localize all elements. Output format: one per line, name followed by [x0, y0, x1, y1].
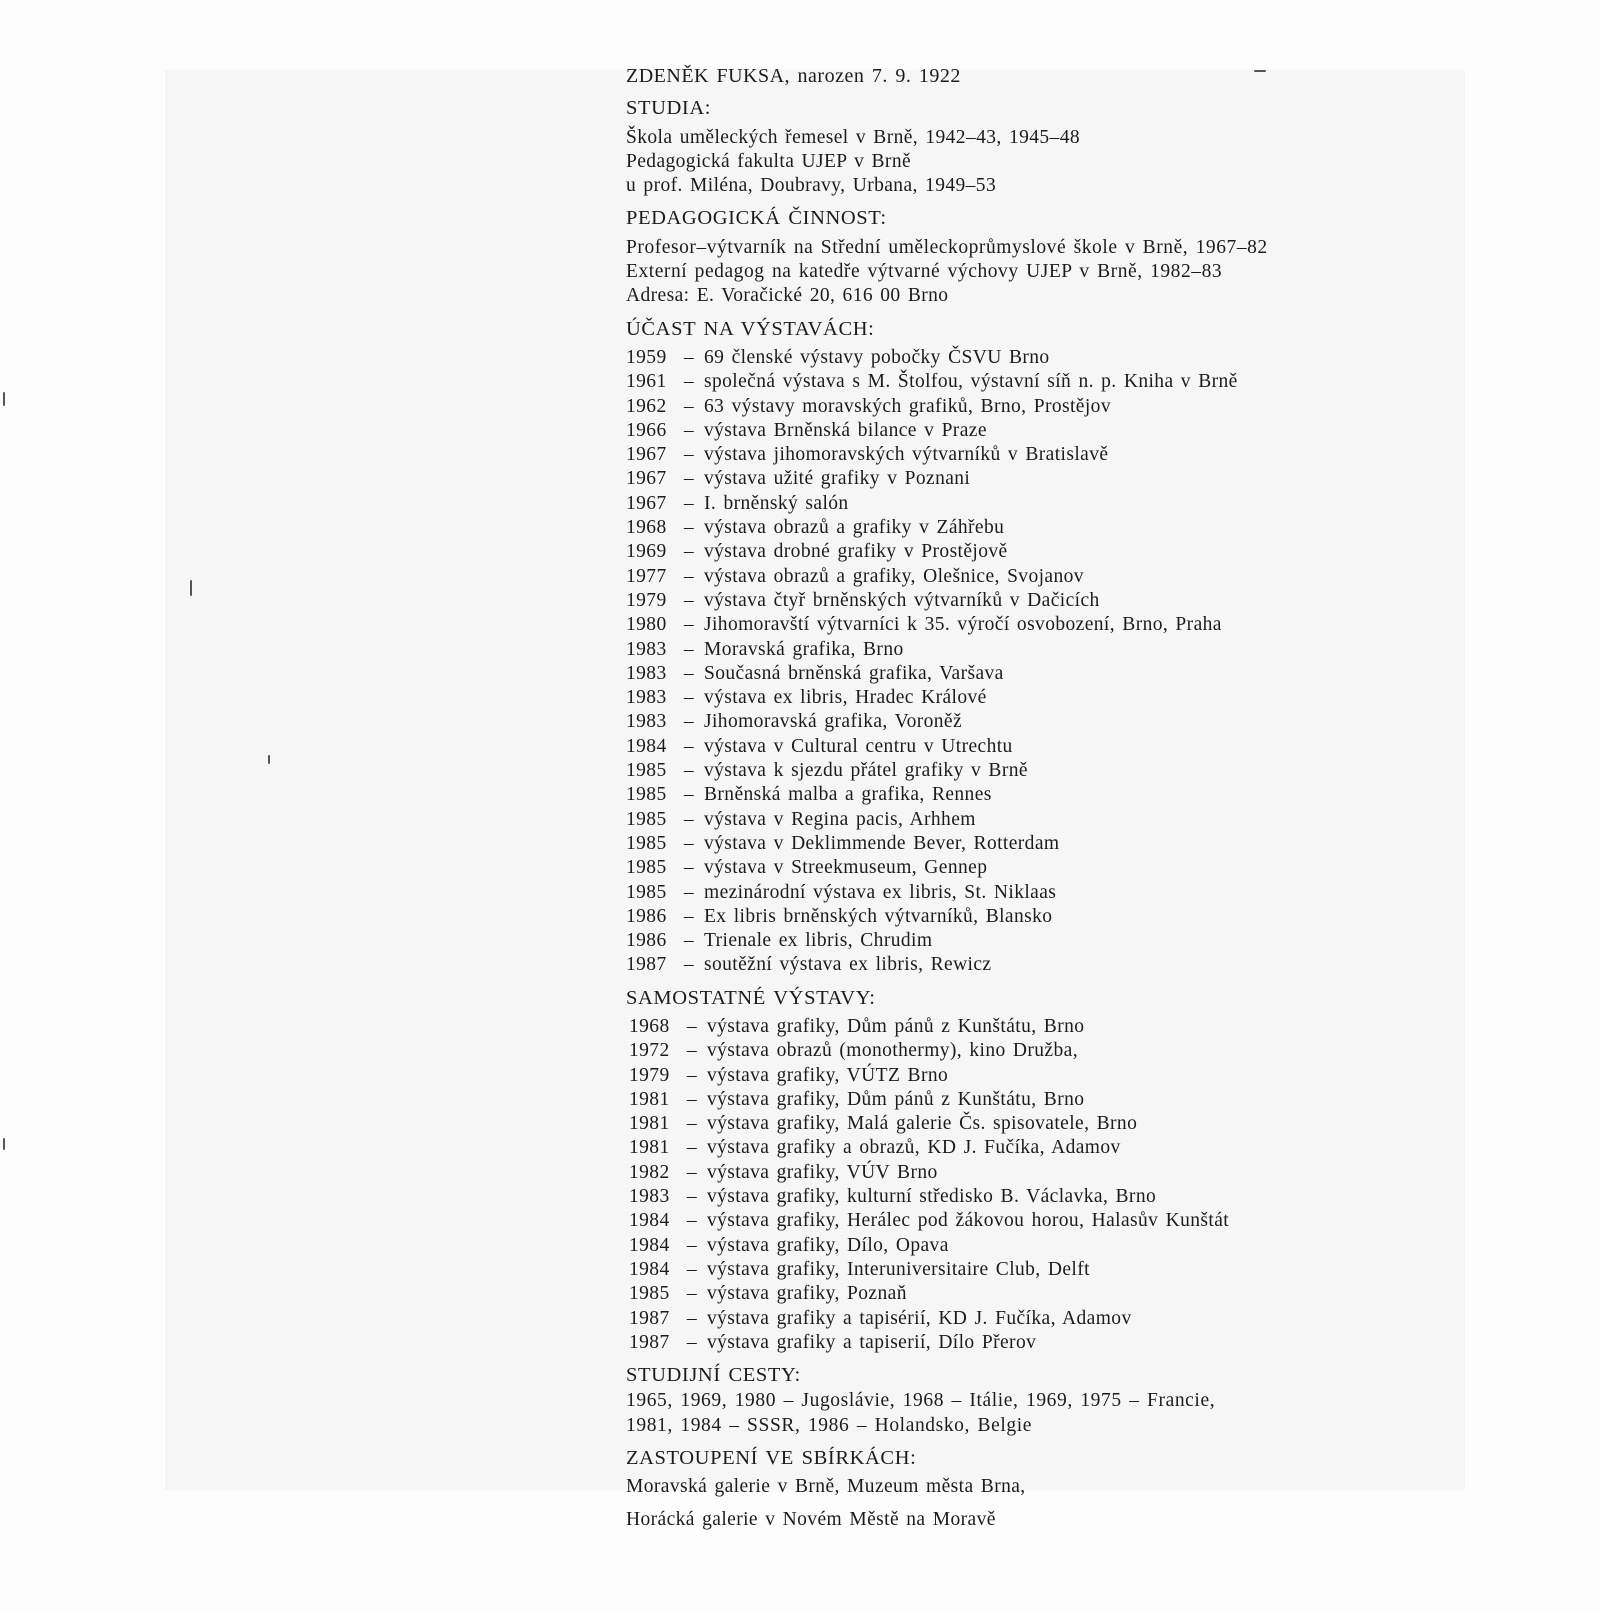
entry-dash: –	[683, 954, 695, 976]
entry-year: 1977	[626, 565, 667, 587]
entry-text: Ex libris brněnských výtvarníků, Blansko	[704, 905, 1053, 927]
entry-year: 1967	[626, 492, 667, 514]
pedagogicka-line: Externí pedagog na katedře výtvarné výchovy UJEP v Brně, 1982–83	[626, 261, 1223, 283]
entry-year: 1984	[629, 1210, 670, 1232]
entry-dash: –	[686, 1186, 698, 1208]
entry-year: 1968	[629, 1015, 670, 1037]
entry-text: 69 členské výstavy pobočky ČSVU Brno	[704, 346, 1050, 368]
entry-year: 1984	[629, 1258, 670, 1280]
entry-dash: –	[683, 930, 695, 952]
section-heading: ZASTOUPENÍ VE SBÍRKÁCH:	[626, 1447, 917, 1470]
entry-year: 1980	[626, 614, 667, 636]
entry-dash: –	[686, 1137, 698, 1159]
list-item	[626, 856, 1526, 880]
section-heading: PEDAGOGICKÁ ČINNOST:	[626, 207, 887, 230]
list-item	[626, 783, 1526, 807]
entry-dash: –	[683, 662, 695, 684]
list-item	[626, 953, 1526, 977]
section-heading: STUDIA:	[626, 97, 712, 120]
list-item	[626, 662, 1526, 686]
entry-year: 1961	[626, 371, 667, 393]
entry-text: výstava grafiky a tapisérií, KD J. Fučíka, Adamov	[707, 1307, 1132, 1329]
entry-text: Jihomoravští výtvarníci k 35. výročí osvobození, Brno, Praha	[704, 614, 1222, 636]
entry-dash: –	[683, 711, 695, 733]
exhibition-list	[626, 346, 1526, 978]
cesty-line: 1965, 1969, 1980 – Jugoslávie, 1968 – Itálie, 1969, 1975 – Francie,	[626, 1390, 1216, 1412]
entry-text: Současná brněnská grafika, Varšava	[704, 662, 1004, 684]
entry-text: společná výstava s M. Štolfou, výstavní síň n. p. Kniha v Brně	[704, 371, 1238, 393]
entry-text: výstava grafiky, Malá galerie Čs. spisovatele, Brno	[707, 1113, 1138, 1135]
entry-dash: –	[686, 1258, 698, 1280]
entry-year: 1968	[626, 517, 667, 539]
entry-year: 1985	[626, 808, 667, 830]
list-item	[626, 686, 1526, 710]
section-heading: ÚČAST NA VÝSTAVÁCH:	[626, 317, 875, 340]
entry-text: I. brněnský salón	[704, 492, 849, 514]
cesty-line: 1981, 1984 – SSSR, 1986 – Holandsko, Belgie	[626, 1414, 1032, 1436]
entry-dash: –	[686, 1064, 698, 1086]
list-item	[626, 565, 1526, 589]
list-item	[629, 1088, 1526, 1112]
list-item	[629, 1112, 1526, 1136]
entry-dash: –	[683, 517, 695, 539]
section-studia	[626, 96, 1526, 198]
list-item	[629, 1185, 1526, 1209]
entry-year: 1985	[626, 832, 667, 854]
entry-dash: –	[683, 905, 695, 927]
scan-speck	[3, 392, 5, 406]
list-item	[626, 370, 1526, 394]
entry-text: výstava ex libris, Hradec Králové	[704, 687, 987, 709]
entry-dash: –	[686, 1283, 698, 1305]
entry-text: výstava grafiky a tapiserií, Dílo Přerov	[707, 1331, 1037, 1353]
list-item	[626, 881, 1526, 905]
entry-text: Jihomoravská grafika, Voroněž	[704, 711, 963, 733]
entry-text: výstava grafiky, Herálec pod žákovou horou, Halasův Kunštát	[707, 1210, 1230, 1232]
list-item	[626, 832, 1526, 856]
entry-year: 1983	[626, 662, 667, 684]
entry-text: výstava užité grafiky v Poznani	[704, 468, 971, 490]
entry-text: výstava grafiky, kulturní středisko B. Václavka, Brno	[707, 1186, 1157, 1208]
entry-text: výstava drobné grafiky v Prostějově	[704, 541, 1008, 563]
entry-year: 1983	[629, 1186, 670, 1208]
entry-dash: –	[683, 468, 695, 490]
collection-line: Horácká galerie v Novém Městě na Moravě	[626, 1509, 996, 1531]
entry-text: výstava grafiky, VÚTZ Brno	[707, 1064, 949, 1086]
list-item	[626, 540, 1526, 564]
entry-text: výstava v Deklimmende Bever, Rotterdam	[704, 832, 1060, 854]
list-item	[626, 395, 1526, 419]
entry-dash: –	[683, 857, 695, 879]
list-item	[629, 1209, 1526, 1233]
entry-year: 1985	[626, 784, 667, 806]
entry-dash: –	[683, 760, 695, 782]
entry-dash: –	[683, 419, 695, 441]
address-line: Adresa: E. Voračické 20, 616 00 Brno	[626, 285, 949, 307]
section-ucast-na-vystavach	[626, 317, 1526, 978]
list-item	[629, 1307, 1526, 1331]
document-body	[626, 64, 1526, 1536]
list-item	[626, 735, 1526, 759]
artist-name-line: ZDENĚK FUKSA, narozen 7. 9. 1922	[626, 65, 961, 87]
entry-year: 1985	[629, 1283, 670, 1305]
entry-text: výstava v Streekmuseum, Gennep	[704, 857, 988, 879]
entry-text: výstava grafiky, Interuniversitaire Club, Delft	[707, 1258, 1090, 1280]
list-item	[626, 492, 1526, 516]
entry-dash: –	[683, 735, 695, 757]
list-item	[629, 1331, 1526, 1355]
entry-dash: –	[686, 1040, 698, 1062]
entry-year: 1986	[626, 905, 667, 927]
entry-dash: –	[683, 541, 695, 563]
collection-line: Moravská galerie v Brně, Muzeum města Brna,	[626, 1476, 1026, 1498]
entry-year: 1987	[629, 1331, 670, 1353]
entry-dash: –	[686, 1331, 698, 1353]
list-item	[629, 1234, 1526, 1258]
section-studijni-cesty	[626, 1363, 1526, 1438]
list-item	[626, 638, 1526, 662]
entry-dash: –	[683, 881, 695, 903]
entry-year: 1984	[626, 735, 667, 757]
entry-year: 1985	[626, 857, 667, 879]
entry-text: Brněnská malba a grafika, Rennes	[704, 784, 992, 806]
entry-dash: –	[683, 565, 695, 587]
entry-year: 1969	[626, 541, 667, 563]
entry-dash: –	[683, 395, 695, 417]
studia-line: u prof. Miléna, Doubravy, Urbana, 1949–53	[626, 175, 997, 197]
entry-dash: –	[686, 1234, 698, 1256]
entry-dash: –	[683, 371, 695, 393]
entry-dash: –	[683, 589, 695, 611]
entry-year: 1987	[629, 1307, 670, 1329]
list-item	[626, 759, 1526, 783]
section-pedagogicka-cinnost	[626, 206, 1526, 308]
list-item	[629, 1039, 1526, 1063]
entry-year: 1987	[626, 954, 667, 976]
entry-text: mezinárodní výstava ex libris, St. Niklaas	[704, 881, 1057, 903]
scan-speck	[268, 755, 270, 764]
entry-dash: –	[683, 832, 695, 854]
entry-dash: –	[686, 1210, 698, 1232]
entry-year: 1962	[626, 395, 667, 417]
entry-year: 1981	[629, 1137, 670, 1159]
entry-dash: –	[683, 614, 695, 636]
entry-dash: –	[686, 1161, 698, 1183]
list-item	[626, 905, 1526, 929]
entry-text: výstava grafiky a obrazů, KD J. Fučíka, Adamov	[707, 1137, 1121, 1159]
list-item	[629, 1015, 1526, 1039]
entry-text: výstava grafiky, Dům pánů z Kunštátu, Brno	[707, 1088, 1085, 1110]
list-item	[626, 419, 1526, 443]
entry-text: výstava Brněnská bilance v Praze	[704, 419, 987, 441]
list-item	[629, 1136, 1526, 1160]
entry-year: 1966	[626, 419, 667, 441]
section-zastoupeni-ve-sbirkach	[626, 1446, 1526, 1536]
section-heading: SAMOSTATNÉ VÝSTAVY:	[626, 986, 876, 1009]
entry-year: 1983	[626, 687, 667, 709]
entry-text: výstava grafiky, Dům pánů z Kunštátu, Brno	[707, 1015, 1085, 1037]
entry-text: výstava v Cultural centru v Utrechtu	[704, 735, 1013, 757]
list-item	[626, 443, 1526, 467]
entry-text: Moravská grafika, Brno	[704, 638, 904, 660]
entry-year: 1959	[626, 346, 667, 368]
list-item	[626, 929, 1526, 953]
entry-year: 1985	[626, 881, 667, 903]
list-item	[626, 710, 1526, 734]
entry-year: 1982	[629, 1161, 670, 1183]
list-item	[626, 516, 1526, 540]
entry-text: výstava grafiky, Dílo, Opava	[707, 1234, 949, 1256]
entry-text: 63 výstavy moravských grafiků, Brno, Prostějov	[704, 395, 1111, 417]
list-item	[629, 1258, 1526, 1282]
entry-text: výstava k sjezdu přátel grafiky v Brně	[704, 760, 1028, 782]
list-item	[626, 346, 1526, 370]
entry-text: výstava obrazů (monothermy), kino Družba,	[707, 1040, 1078, 1062]
list-item	[629, 1064, 1526, 1088]
entry-year: 1984	[629, 1234, 670, 1256]
entry-dash: –	[686, 1015, 698, 1037]
entry-dash: –	[686, 1113, 698, 1135]
entry-year: 1979	[629, 1064, 670, 1086]
entry-dash: –	[683, 687, 695, 709]
entry-dash: –	[683, 492, 695, 514]
entry-text: výstava čtyř brněnských výtvarníků v Dačicích	[704, 589, 1100, 611]
solo-exhibition-list	[629, 1015, 1526, 1355]
entry-text: výstava obrazů a grafiky v Záhřebu	[704, 517, 1005, 539]
entry-text: výstava jihomoravských výtvarníků v Bratislavě	[704, 444, 1109, 466]
entry-text: výstava grafiky, Poznaň	[707, 1283, 907, 1305]
entry-dash: –	[683, 808, 695, 830]
entry-year: 1967	[626, 444, 667, 466]
list-item	[626, 613, 1526, 637]
entry-year: 1983	[626, 638, 667, 660]
entry-dash: –	[686, 1088, 698, 1110]
section-heading: STUDIJNÍ CESTY:	[626, 1364, 801, 1387]
list-item	[626, 808, 1526, 832]
pedagogicka-line: Profesor–výtvarník na Střední uměleckoprůmyslové škole v Brně, 1967–82	[626, 236, 1268, 258]
entry-dash: –	[683, 784, 695, 806]
entry-year: 1986	[626, 930, 667, 952]
entry-year: 1985	[626, 760, 667, 782]
entry-dash: –	[683, 444, 695, 466]
list-item	[626, 467, 1526, 491]
entry-year: 1967	[626, 468, 667, 490]
list-item	[629, 1282, 1526, 1306]
entry-text: výstava v Regina pacis, Arhhem	[704, 808, 976, 830]
entry-year: 1981	[629, 1088, 670, 1110]
entry-year: 1983	[626, 711, 667, 733]
entry-year: 1979	[626, 589, 667, 611]
entry-year: 1972	[629, 1040, 670, 1062]
entry-dash: –	[686, 1307, 698, 1329]
section-samostatne-vystavy	[626, 986, 1526, 1355]
entry-year: 1981	[629, 1113, 670, 1135]
entry-text: Trienale ex libris, Chrudim	[704, 930, 933, 952]
entry-dash: –	[683, 346, 695, 368]
entry-dash: –	[683, 638, 695, 660]
scan-speck	[3, 1138, 5, 1150]
entry-text: výstava grafiky, VÚV Brno	[707, 1161, 938, 1183]
list-item	[629, 1161, 1526, 1185]
studia-line: Pedagogická fakulta UJEP v Brně	[626, 150, 912, 172]
entry-text: soutěžní výstava ex libris, Rewicz	[704, 954, 992, 976]
studia-line: Škola uměleckých řemesel v Brně, 1942–43, 1945–48	[626, 126, 1081, 148]
scan-speck	[190, 580, 192, 596]
entry-text: výstava obrazů a grafiky, Olešnice, Svojanov	[704, 565, 1084, 587]
list-item	[626, 589, 1526, 613]
